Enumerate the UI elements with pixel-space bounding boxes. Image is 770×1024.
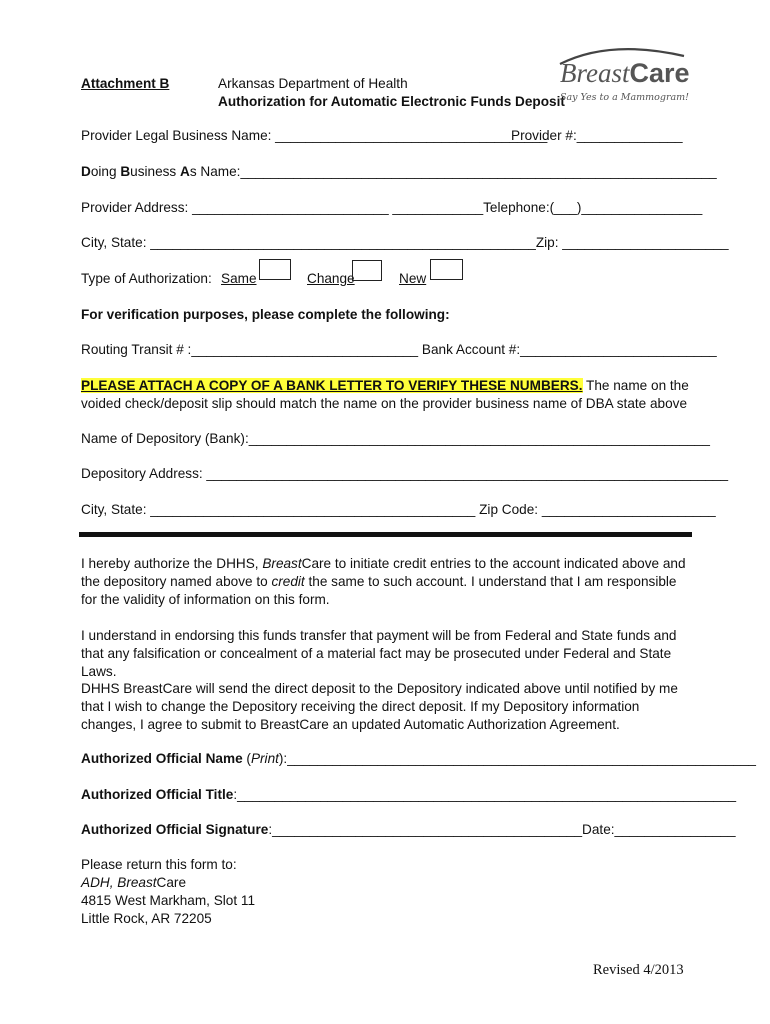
provider-number-field[interactable]: Provider #:______________ [511,128,683,143]
verification-heading: For verification purposes, please complete the following: [81,307,450,322]
official-signature-line: :_________________________________________Date:________________ [268,822,736,837]
dba-letter-b: B [120,164,131,179]
authorization-paragraph-2: I understand in endorsing this funds transfer that payment will be from Federal and State funds and that any falsification or concealment of a material fact may be prosecuted under Federal and State Laws. [81,628,677,679]
type-change-checkbox[interactable] [352,260,382,281]
form-title: Authorization for Automatic Electronic Funds Deposit [218,94,565,109]
revised-date: Revised 4/2013 [593,962,684,978]
type-new-label: New [399,271,427,286]
official-title-line: :__________________________________________________________________ [233,787,737,802]
official-name-field[interactable] [81,751,756,766]
provider-legal-name-field[interactable]: Provider Legal Business Name: ____________________________________ [81,128,548,143]
breastcare-logo [552,44,692,108]
official-name-line: ):______________________________________________________________ [278,751,756,766]
attach-notice-highlight: PLEASE ATTACH A COPY OF A BANK LETTER TO VERIFY THESE NUMBERS. [81,378,583,393]
depository-name-field[interactable]: Name of Depository (Bank):_____________________________________________________________ [81,431,710,446]
provider-address-field[interactable]: Provider Address: __________________________ ____________Telephone:(___)________________ [81,200,703,215]
dba-text-usiness: usiness [130,164,181,179]
agency-name: Arkansas Department of Health [218,76,408,91]
official-signature-field[interactable] [81,822,736,837]
official-title-field[interactable] [81,787,736,802]
type-new-checkbox[interactable] [430,259,463,280]
dba-text-oing: oing [90,164,121,179]
provider-city-state-zip-field[interactable]: City, State: ___________________________________________________Zip: ______________________ [81,235,729,250]
logo-word-care: Care [629,58,690,88]
official-name-print: Print [250,751,279,766]
dba-letter-d: D [81,164,91,179]
authorization-type-label: Type of Authorization: [81,271,212,286]
official-signature-label: Authorized Official Signature [81,822,269,837]
dba-text-rest: s Name:_______________________________________________________________ [189,164,717,179]
authorization-paragraph-3: DHHS BreastCare will send the direct deposit to the Depository indicated above until notified by me that I wish to change the Depository receiving the direct deposit. If my Depository information changes, I agree to submit to BreastCare an updated Automatic Authorization Agreement. [81,681,678,732]
return-street: 4815 West Markham, Slot 11 [81,893,256,908]
auth-p1-credit: credit [271,574,305,589]
auth-p1-text-c: the same to such account. I understand that I am responsible for the validity of information on this form. [81,574,677,607]
return-instruction: Please return this form to: [81,857,237,872]
attach-bank-letter-notice [81,377,691,413]
auth-p1-text-b: Care to initiate credit entries to the account indicated above and the depository named above to [81,556,686,589]
section-divider [79,532,692,537]
return-recipient [81,875,186,890]
auth-p1-breast: Breast [262,556,302,571]
attachment-label: Attachment B [81,76,170,91]
routing-account-field[interactable]: Routing Transit # :______________________________ Bank Account #:__________________________ [81,342,717,357]
type-change-label: Change [307,271,355,286]
auth-p1-text-a: I hereby authorize the DHHS, [81,556,263,571]
official-name-label: Authorized Official Name [81,751,243,766]
official-title-label: Authorized Official Title [81,787,234,802]
return-recipient-b: Care [156,875,187,890]
depository-address-field[interactable]: Depository Address: _____________________________________________________________________ [81,466,729,481]
dba-letter-a: A [180,164,190,179]
authorization-paragraph-1 [81,555,691,609]
type-same-label: Same [221,271,257,286]
attach-notice-rest: The name on the voided check/deposit slip should match the name on the provider business name of DBA state above [81,378,689,411]
official-name-paren: ( [242,751,251,766]
logo-word-breast: Breast [560,58,630,88]
logo-wordmark [560,58,690,89]
return-city: Little Rock, AR 72205 [81,911,212,926]
depository-city-zip-field[interactable]: City, State: ___________________________________________ Zip Code: _______________________ [81,502,716,517]
logo-tagline: Say Yes to a Mammogram! [560,92,690,103]
return-recipient-a: ADH, Breast [81,875,157,890]
dba-name-field[interactable] [81,164,717,179]
type-same-checkbox[interactable] [259,259,291,280]
